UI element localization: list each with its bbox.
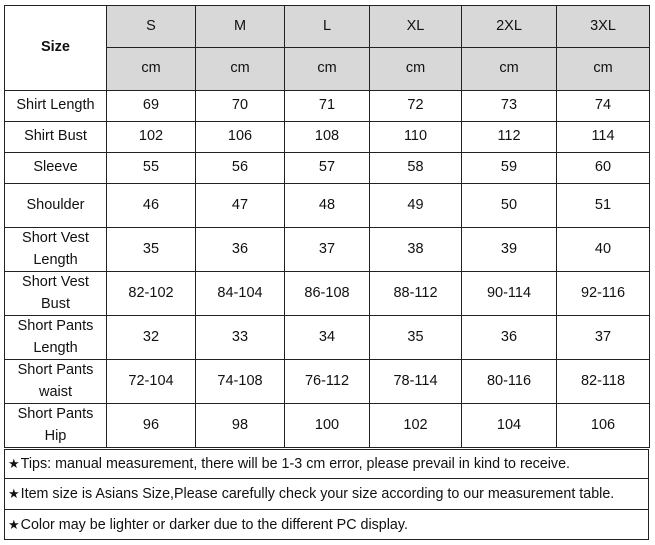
row-label: Shirt Bust bbox=[5, 122, 107, 153]
table-cell: 84-104 bbox=[196, 272, 285, 316]
table-cell: 51 bbox=[557, 184, 650, 228]
table-cell: 71 bbox=[285, 91, 370, 122]
note-tip-text: Tips: manual measurement, there will be 1-3 cm error, please prevail in kind to receive. bbox=[20, 456, 571, 472]
table-cell: 69 bbox=[107, 91, 196, 122]
table-cell: 58 bbox=[370, 153, 462, 184]
table-row bbox=[5, 153, 650, 184]
table-cell: 35 bbox=[370, 316, 462, 360]
table-row bbox=[5, 360, 650, 404]
table-row bbox=[5, 404, 650, 448]
size-header-2xl: 2XL bbox=[462, 6, 557, 48]
table-cell: 59 bbox=[462, 153, 557, 184]
row-label: Shirt Length bbox=[5, 91, 107, 122]
unit-cell: cm bbox=[107, 48, 196, 91]
size-header-s: S bbox=[107, 6, 196, 48]
note-asian-size bbox=[4, 479, 649, 510]
size-header-3xl: 3XL bbox=[557, 6, 650, 48]
table-cell: 78-114 bbox=[370, 360, 462, 404]
row-label: Shoulder bbox=[5, 184, 107, 228]
unit-cell: cm bbox=[370, 48, 462, 91]
note-asian-size-text: Item size is Asians Size,Please carefully check your size according to our measurement table. bbox=[20, 486, 615, 502]
table-row bbox=[5, 316, 650, 360]
table-cell: 39 bbox=[462, 228, 557, 272]
row-label: Short Vest Length bbox=[5, 228, 107, 272]
table-cell: 92-116 bbox=[557, 272, 650, 316]
table-cell: 34 bbox=[285, 316, 370, 360]
table-cell: 32 bbox=[107, 316, 196, 360]
table-cell: 88-112 bbox=[370, 272, 462, 316]
table-cell: 37 bbox=[557, 316, 650, 360]
size-header-m: M bbox=[196, 6, 285, 48]
row-label: Short Vest Bust bbox=[5, 272, 107, 316]
star-icon: ★ bbox=[8, 516, 20, 532]
table-cell: 114 bbox=[557, 122, 650, 153]
table-row bbox=[5, 91, 650, 122]
table-cell: 48 bbox=[285, 184, 370, 228]
table-cell: 49 bbox=[370, 184, 462, 228]
size-header-row bbox=[5, 6, 650, 48]
table-cell: 72-104 bbox=[107, 360, 196, 404]
table-cell: 98 bbox=[196, 404, 285, 448]
table-cell: 96 bbox=[107, 404, 196, 448]
unit-cell: cm bbox=[557, 48, 650, 91]
table-row bbox=[5, 184, 650, 228]
size-table bbox=[4, 5, 650, 448]
table-cell: 110 bbox=[370, 122, 462, 153]
note-color bbox=[4, 510, 649, 540]
table-cell: 46 bbox=[107, 184, 196, 228]
star-icon: ★ bbox=[8, 486, 20, 501]
table-cell: 72 bbox=[370, 91, 462, 122]
table-cell: 70 bbox=[196, 91, 285, 122]
table-cell: 82-102 bbox=[107, 272, 196, 316]
size-header-l: L bbox=[285, 6, 370, 48]
unit-cell: cm bbox=[462, 48, 557, 91]
table-row bbox=[5, 228, 650, 272]
table-cell: 100 bbox=[285, 404, 370, 448]
table-cell: 57 bbox=[285, 153, 370, 184]
row-label: Sleeve bbox=[5, 153, 107, 184]
table-cell: 40 bbox=[557, 228, 650, 272]
table-cell: 55 bbox=[107, 153, 196, 184]
table-cell: 36 bbox=[196, 228, 285, 272]
table-row bbox=[5, 122, 650, 153]
row-label: Short Pants Length bbox=[5, 316, 107, 360]
table-cell: 108 bbox=[285, 122, 370, 153]
table-cell: 82-118 bbox=[557, 360, 650, 404]
table-cell: 76-112 bbox=[285, 360, 370, 404]
table-cell: 50 bbox=[462, 184, 557, 228]
table-cell: 102 bbox=[370, 404, 462, 448]
size-chart bbox=[4, 5, 650, 448]
table-cell: 56 bbox=[196, 153, 285, 184]
size-header-xl: XL bbox=[370, 6, 462, 48]
table-cell: 106 bbox=[196, 122, 285, 153]
table-cell: 80-116 bbox=[462, 360, 557, 404]
table-cell: 73 bbox=[462, 91, 557, 122]
table-cell: 86-108 bbox=[285, 272, 370, 316]
table-row bbox=[5, 272, 650, 316]
note-color-text: Color may be lighter or darker due to the different PC display. bbox=[20, 516, 408, 533]
table-cell: 33 bbox=[196, 316, 285, 360]
table-cell: 74 bbox=[557, 91, 650, 122]
table-cell: 35 bbox=[107, 228, 196, 272]
table-cell: 47 bbox=[196, 184, 285, 228]
table-cell: 38 bbox=[370, 228, 462, 272]
star-icon: ★ bbox=[8, 456, 20, 471]
note-tip bbox=[4, 449, 649, 479]
table-cell: 37 bbox=[285, 228, 370, 272]
row-label: Short Pants waist bbox=[5, 360, 107, 404]
unit-cell: cm bbox=[285, 48, 370, 91]
table-cell: 74-108 bbox=[196, 360, 285, 404]
table-cell: 104 bbox=[462, 404, 557, 448]
table-cell: 106 bbox=[557, 404, 650, 448]
size-corner-label: Size bbox=[5, 6, 107, 91]
table-cell: 36 bbox=[462, 316, 557, 360]
table-cell: 90-114 bbox=[462, 272, 557, 316]
unit-cell: cm bbox=[196, 48, 285, 91]
row-label: Short Pants Hip bbox=[5, 404, 107, 448]
table-cell: 102 bbox=[107, 122, 196, 153]
table-cell: 112 bbox=[462, 122, 557, 153]
table-cell: 60 bbox=[557, 153, 650, 184]
